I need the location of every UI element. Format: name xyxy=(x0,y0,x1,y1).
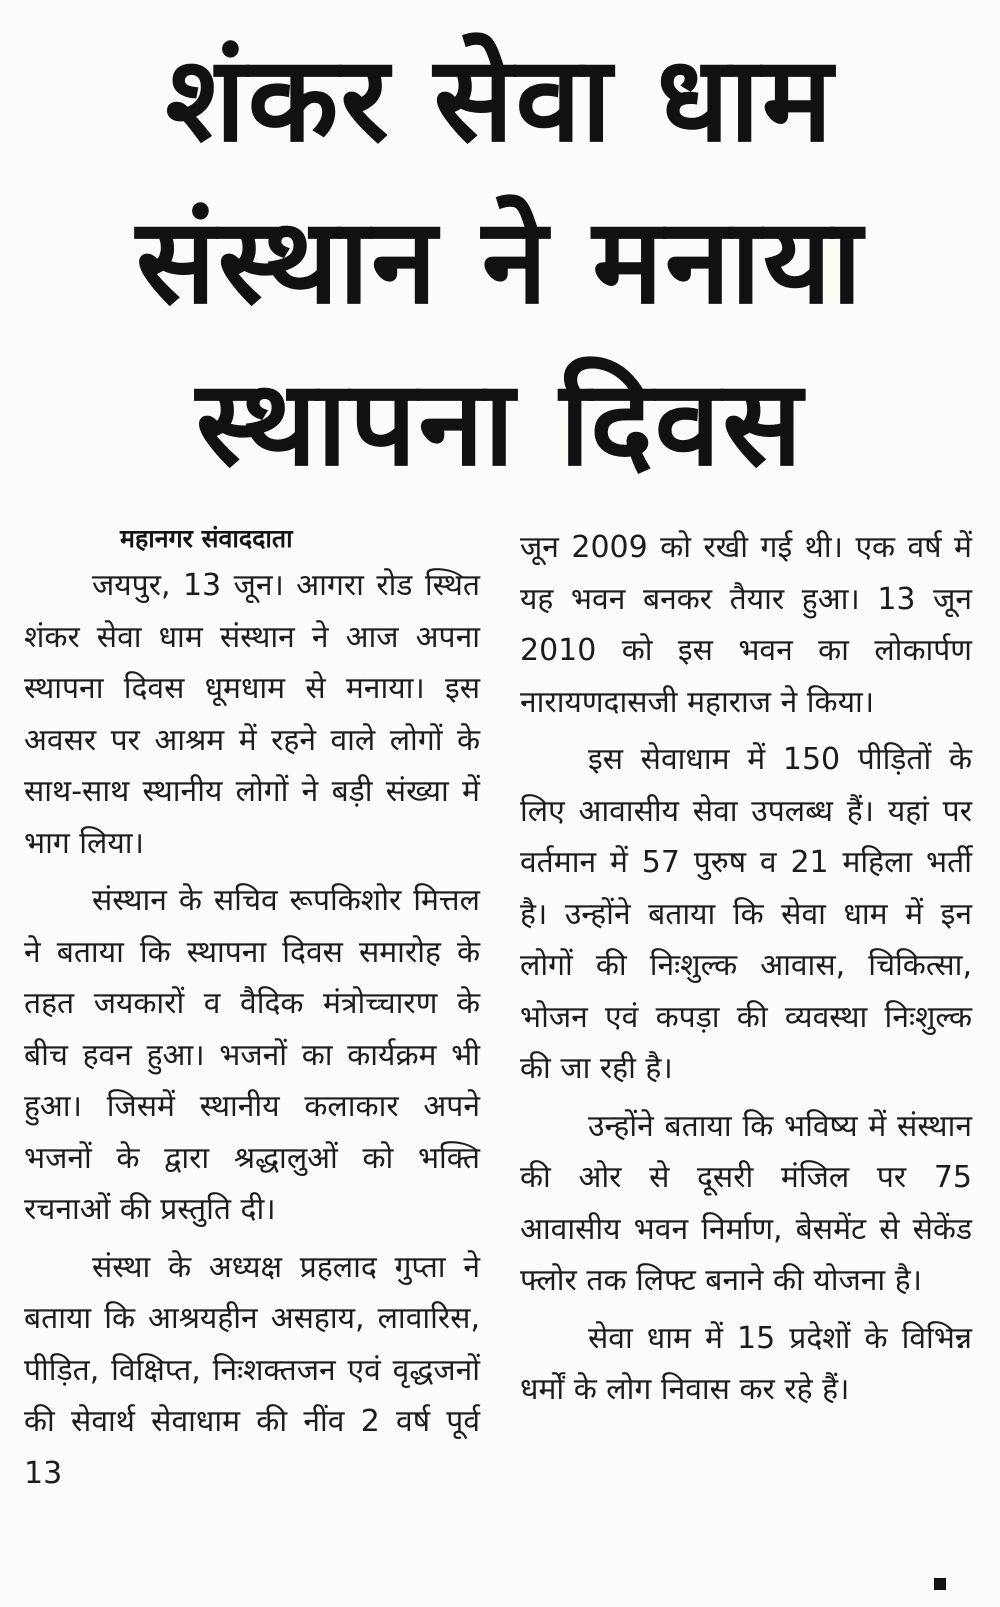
headline xyxy=(0,18,1000,504)
article-paragraph-continued: जून 2009 को रखी गई थी। एक वर्ष में यह भवन बनकर तैयार हुआ। 13 जून 2010 को इस भवन का लोकार्पण नारायणदासजी महाराज ने किया। xyxy=(520,530,972,720)
article-paragraph: इस सेवाधाम में 150 पीड़ितों के लिए आवासीय सेवा उपलब्ध हैं। यहां पर वर्तमान में 57 पुरुष व 21 महिला भर्ती है। उन्होंने बताया कि सेवा धाम में इन लोगों की निःशुल्क आवास, चिकित्सा, भोजन एवं कपड़ा की व्यवस्था निःशुल्क की जा रही है। xyxy=(520,742,972,1086)
byline: महानगर संवाददाता xyxy=(120,524,293,553)
headline-line-2: संस्थान ने मनाया xyxy=(135,192,865,330)
article-paragraph: संस्था के अध्यक्ष प्रहलाद गुप्ता ने बताया कि आश्रयहीन असहाय, लावारिस, पीड़ित, विक्षिप्त, निःशक्तजन एवं वृद्धजनों की सेवार्थ सेवाधाम की नींव 2 वर्ष पूर्व 13 xyxy=(24,1249,480,1491)
end-of-article-marker xyxy=(934,1578,946,1590)
article-column-right xyxy=(520,522,972,1422)
article-paragraph: जयपुर, 13 जून। आगरा रोड स्थित शंकर सेवा धाम संस्थान ने आज अपना स्थापना दिवस धूमधाम से मनाया। इस अवसर पर आश्रम में रहने वाले लोगों के साथ-साथ स्थानीय लोगों ने बड़ी संख्या में भाग लिया। xyxy=(24,568,480,861)
article-column-left xyxy=(24,522,480,1505)
headline-line-3: स्थापना दिवस xyxy=(195,354,805,492)
article-paragraph: संस्थान के सचिव रूपकिशोर मित्तल ने बताया कि स्थापना दिवस समारोह के तहत जयकारों व वैदिक मंत्रोच्चारण के बीच हवन हुआ। भजनों का कार्यक्रम भी हुआ। जिसमें स्थानीय कलाकार अपने भजनों के द्वारा श्रद्धालुओं को भक्ति रचनाओं की प्रस्तुति दी। xyxy=(24,883,480,1227)
headline-line-1: शंकर सेवा धाम xyxy=(165,30,835,168)
article-paragraph: उन्होंने बताया कि भविष्य में संस्थान की ओर से दूसरी मंजिल पर 75 आवासीय भवन निर्माण, बेसमेंट से सेकेंड फ्लोर तक लिफ्ट बनाने की योजना है। xyxy=(520,1108,972,1298)
article-paragraph: सेवा धाम में 15 प्रदेशों के विभिन्न धर्मों के लोग निवास कर रहे हैं। xyxy=(520,1320,972,1407)
